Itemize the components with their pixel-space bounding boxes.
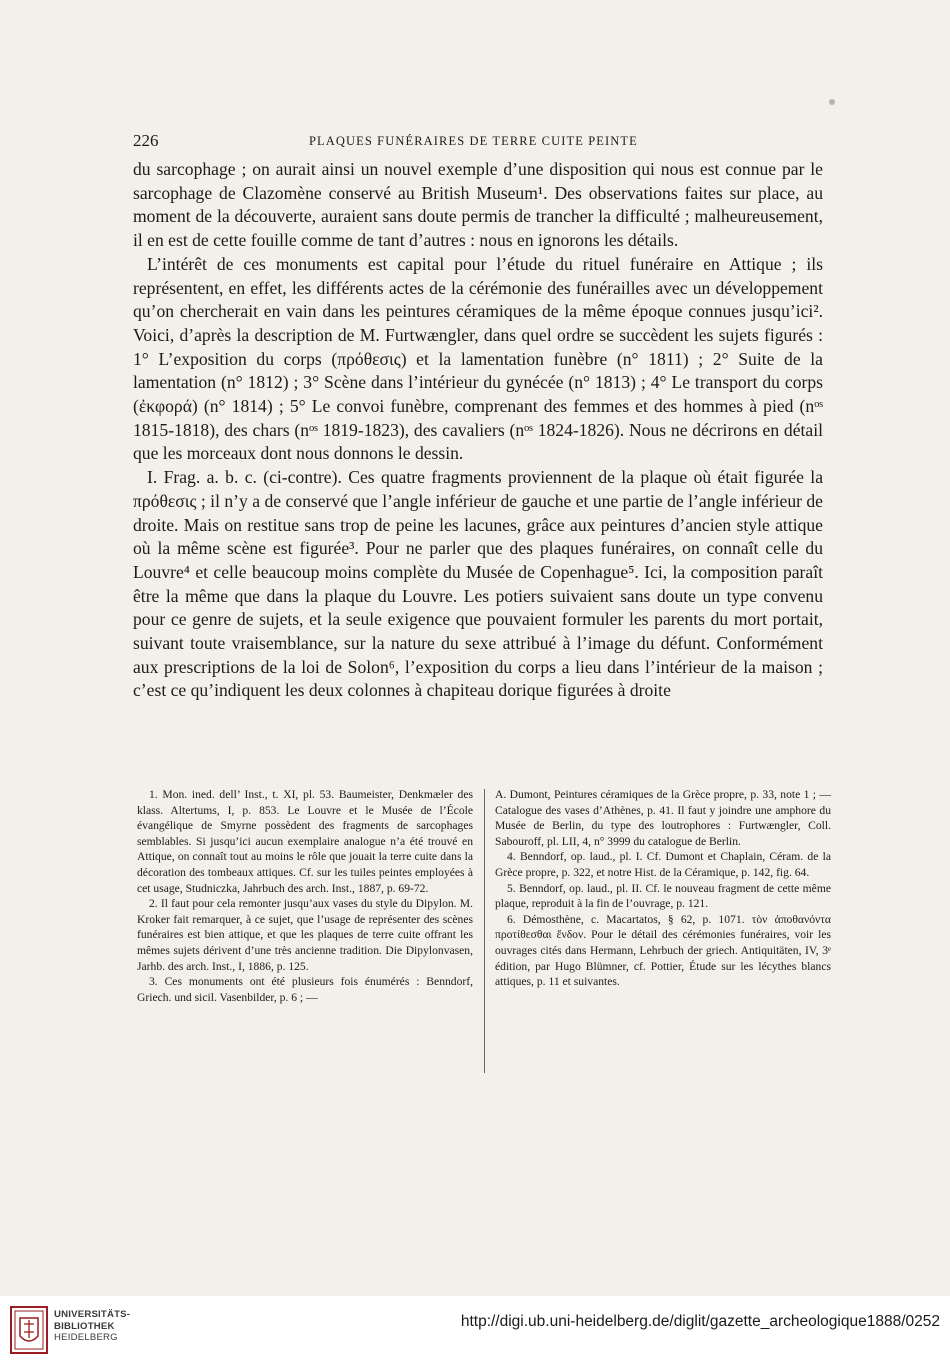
paragraph-1: du sarcophage ; on aurait ainsi un nouvel exemple d’une disposition qui nous est connue par le sarcophage de Clazomène conservé au British Museum¹. Des observations faites sur place, au moment de la découverte, auraient sans doute permis de trancher la difficulté ; malheureusement, il en est de cette fouille comme de tant d’autres : nous en ignorons les détails. (133, 159, 823, 251)
footnote-2: 2. Il faut pour cela remonter jusqu’aux vases du style du Dipylon. M. Kroker fait remarquer, à ce sujet, que l’usage de représenter des scènes funéraires est bien attique, et que les plaques de terre cuite offrant les mêmes sujets dérivent d’une très ancienne tradition. Die Dipylonvasen, Jarhb. des arch. Inst., I, 1886, p. 125. (137, 897, 473, 973)
university-seal-icon (10, 1306, 48, 1354)
running-title: PLAQUES FUNÉRAIRES DE TERRE CUITE PEINTE (309, 134, 638, 148)
paragraph-3: I. Frag. a. b. c. (ci-contre). Ces quatre fragments proviennent de la plaque où était figurée la πρόθεσις ; il n’y a de conservé que l’angle inférieur de gauche et une partie de l’angle inférieur de droite. Mais on restitue sans trop de peine les lacunes, grâce aux peintures d’ancien style attique où la même scène est figurée³. Pour ne parler que des plaques funéraires, on connaît celle du Louvre⁴ et celle beaucoup moins complète du Musée de Copenhague⁵. Ici, la composition paraît être la même que dans la plaque du Louvre. Les potiers suivaient sans doute un type convenu pour ce genre de sujets, et la seule exigence que pouvaient formuler les parents du mort portait, suivant toute vraisemblance, sur la nature du sexe attribué à l’image du défunt. Conformément aux prescriptions de la loi de Solon⁶, l’exposition du corps a lieu dans l’intérieur de la maison ; c’est ce qu’indiquent les deux colonnes à chapiteau dorique figurées à droite (133, 467, 823, 701)
institution-line-3: HEIDELBERG (54, 1332, 118, 1343)
footnote-3: 3. Ces monuments ont été plusieurs fois énumérés : Benndorf, Griech. und sicil. Vasenbilder, p. 6 ; — (137, 975, 473, 1004)
footnote-6: 6. Démosthène, c. Macartatos, § 62, p. 1071. τὸν ἀποθανόντα προτίθεσθαι ἔνδον. Pour le détail des cérémonies funéraires, voir les ouvrages cités dans Hermann, Lehrbuch der griech. Antiquitäten, IV, 3ᵉ édition, par Hugo Blümner, cf. Pottier, Étude sur les lécythes blancs attiques, p. 11 et suivantes. (495, 912, 831, 989)
footnote-3-continued: A. Dumont, Peintures céramiques de la Grèce propre, p. 33, note 1 ; — Catalogue des vases d’Athènes, p. 41. Il faut y joindre une amphore du Musée de Berlin, du type des loutrophores : Furtwængler, Coll. Sabouroff, pl. LII, 4, n° 3999 du catalogue de Berlin. (495, 788, 831, 848)
paper-spot (829, 99, 835, 105)
column-divider (484, 789, 485, 1073)
footnotes (137, 787, 831, 1077)
institution-name (54, 1309, 214, 1344)
digitization-footer (0, 1296, 950, 1366)
page-number: 226 (133, 131, 159, 150)
running-head (133, 131, 823, 151)
permalink-url[interactable]: http://digi.ub.uni-heidelberg.de/diglit/gazette_archeologique1888/0252 (460, 1313, 940, 1330)
footnote-5: 5. Benndorf, op. laud., pl. II. Cf. le nouveau fragment de cette même plaque, reproduit à la fin de l’ouvrage, p. 121. (495, 881, 831, 911)
paragraph-2: L’intérêt de ces monuments est capital pour l’étude du rituel funéraire en Attique ; ils représentent, en effet, les différents actes de la cérémonie des funérailles avec un développement qu’on chercherait en vain dans les peintures céramiques de la même époque connues jusqu’ici². Voici, d’après la description de M. Furtwængler, dans quel ordre se succèdent les sujets figurés : 1° L’exposition du corps (πρόθεσις) et la lamentation funèbre (n° 1811) ; 2° Suite de la lamentation (n° 1812) ; 3° Scène dans l’intérieur du gynécée (n° 1813) ; 4° Le transport du corps (ἐκφορά) (n° 1814) ; 5° Le convoi funèbre, comprenant des femmes et des hommes à pied (nᵒˢ 1815-1818), des chars (nᵒˢ 1819-1823), des cavaliers (nᵒˢ 1824-1826). Nous ne décrirons en détail que les morceaux dont nous donnons le dessin. (133, 253, 823, 464)
footnotes-left-column (137, 787, 473, 1005)
footnotes-right-column (495, 787, 831, 990)
institution-line-2: BIBLIOTHEK (54, 1320, 115, 1332)
institution-line-1: UNIVERSITÄTS- (54, 1309, 131, 1320)
footnote-4: 4. Benndorf, op. laud., pl. I. Cf. Dumont et Chaplain, Céram. de la Grèce propre, p. 322, et notre Hist. de la Céramique, p. 142, fig. 64. (495, 850, 831, 879)
body-text (133, 158, 823, 703)
footnote-1: 1. Mon. ined. dell’ Inst., t. XI, pl. 53. Baumeister, Denkmæler des klass. Altertums, I, p. 853. Le Louvre et le Musée de l’École évangélique de Smyrne possèdent des fragments de sarcophages semblables. Si jusqu’ici aucun exemplaire analogue n’a été trouvé en Attique, on connaît tout au moins le rôle que jouait la terre cuite dans la décoration des tombeaux attiques. Cf. sur les tuiles peintes employées à cet usage, Studniczka, Jahrbuch des arch. Inst., 1887, p. 69-72. (137, 788, 473, 895)
